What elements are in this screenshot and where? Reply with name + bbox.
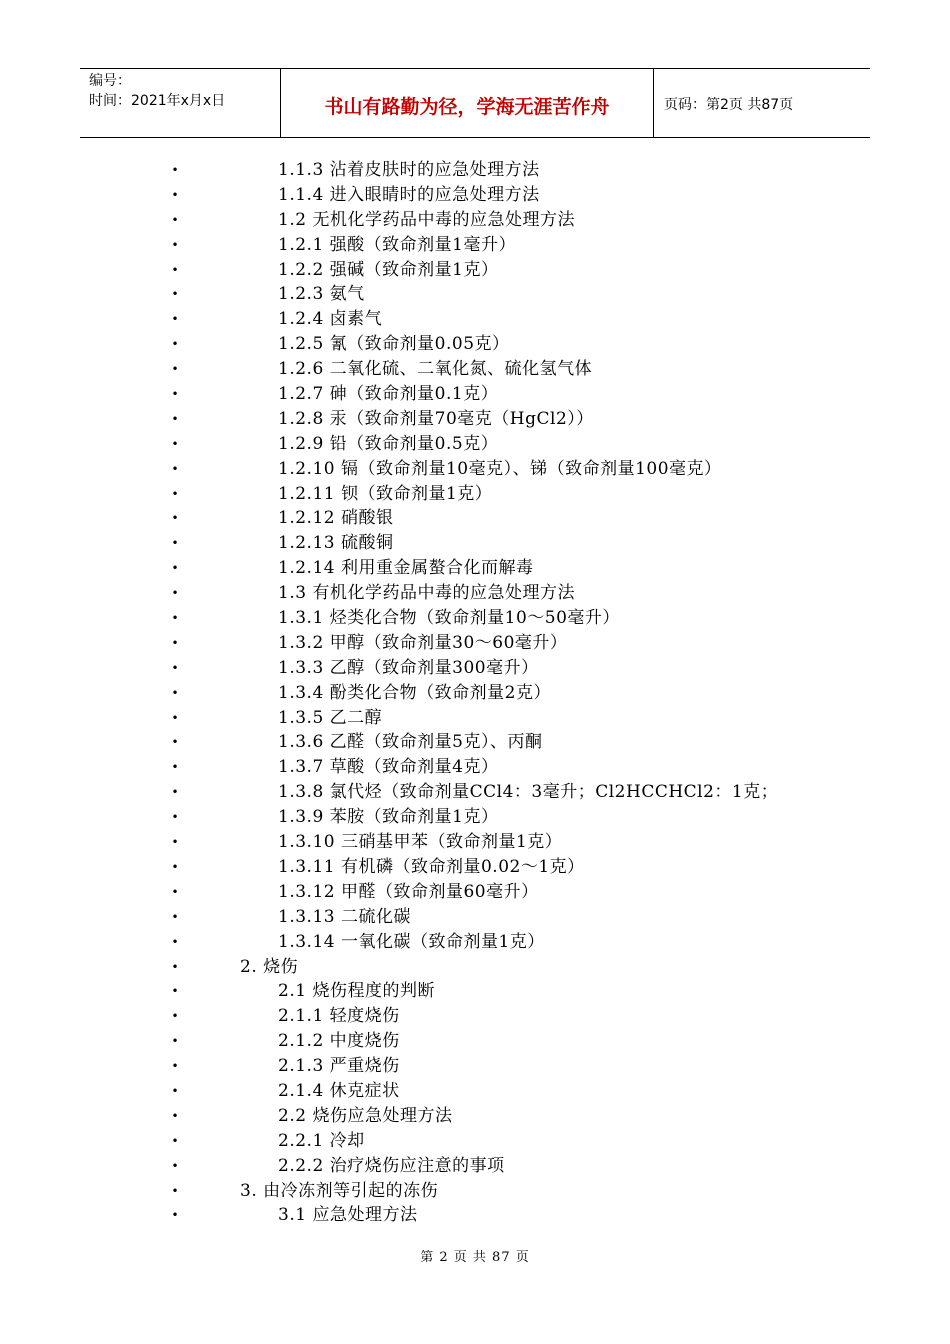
toc-item xyxy=(0,830,950,855)
toc-item xyxy=(0,432,950,457)
toc-item xyxy=(0,457,950,482)
page-footer: 第 2 页 共 87 页 xyxy=(420,1250,530,1265)
toc-item xyxy=(0,1004,950,1029)
toc-entry-text: 2.1.2 中度烧伤 xyxy=(278,1031,400,1052)
toc-entry-text: 1.2.14 利用重金属螯合化而解毒 xyxy=(278,558,534,579)
toc-item xyxy=(0,1179,950,1204)
toc-entry-text: 2.1.1 轻度烧伤 xyxy=(278,1006,400,1027)
bullet-icon: • xyxy=(171,187,179,202)
header-meta xyxy=(80,69,281,137)
toc-item xyxy=(0,482,950,507)
bullet-icon: • xyxy=(171,859,179,874)
bullet-icon: • xyxy=(171,1059,179,1074)
toc-entry-text: 1.3.5 乙二醇 xyxy=(278,707,383,728)
toc-item xyxy=(0,606,950,631)
bullet-icon: • xyxy=(171,536,179,551)
toc-entry-text: 1.2.2 强碱（致命剂量1克） xyxy=(278,259,499,280)
bullet-icon: • xyxy=(171,1083,179,1098)
toc-entry-text: 1.3.4 酚类化合物（致命剂量2克） xyxy=(278,682,551,703)
bullet-icon: • xyxy=(171,387,179,402)
toc-entry-text: 1.2.13 硫酸铜 xyxy=(278,533,394,554)
toc-entry-text: 1.2.1 强酸（致命剂量1毫升） xyxy=(278,234,516,255)
toc-item xyxy=(0,233,950,258)
toc-item xyxy=(0,282,950,307)
toc-item xyxy=(0,1104,950,1129)
bullet-icon: • xyxy=(171,710,179,725)
bullet-icon: • xyxy=(171,685,179,700)
toc-entry-text: 1.1.3 沾着皮肤时的应急处理方法 xyxy=(278,160,540,180)
toc-item xyxy=(0,631,950,656)
toc-entry-text: 1.2.12 硝酸银 xyxy=(278,508,394,529)
toc-item xyxy=(0,382,950,407)
toc-item xyxy=(0,258,950,283)
bullet-icon: • xyxy=(171,486,179,501)
toc-entry-text: 1.3.3 乙醇（致命剂量300毫升） xyxy=(278,657,539,678)
toc-entry-text: 1.3 有机化学药品中毒的应急处理方法 xyxy=(278,583,575,604)
toc-entry-text: 1.2.11 钡（致命剂量1克） xyxy=(278,483,493,504)
bullet-icon: • xyxy=(171,959,179,974)
bullet-icon: • xyxy=(171,287,179,302)
toc-item xyxy=(0,506,950,531)
document-number-label: 编号： xyxy=(89,73,131,89)
toc-item xyxy=(0,706,950,731)
bullet-icon: • xyxy=(171,1034,179,1049)
toc-item xyxy=(0,307,950,332)
toc-entry-text: 1.2.5 氰（致命剂量0.05克） xyxy=(278,334,510,355)
bullet-icon: • xyxy=(171,785,179,800)
bullet-icon: • xyxy=(171,362,179,377)
bullet-icon: • xyxy=(171,511,179,526)
bullet-icon: • xyxy=(171,1208,179,1223)
toc-entry-text: 2.1 烧伤程度的判断 xyxy=(278,981,435,1002)
toc-entry-text: 1.2.3 氨气 xyxy=(278,284,365,305)
bullet-icon: • xyxy=(171,984,179,999)
bullet-icon: • xyxy=(171,337,179,352)
bullet-icon: • xyxy=(171,436,179,451)
bullet-icon: • xyxy=(171,884,179,899)
toc-item xyxy=(0,208,950,233)
bullet-icon: • xyxy=(171,1133,179,1148)
toc-entry-text: 1.2 无机化学药品中毒的应急处理方法 xyxy=(278,209,575,230)
header-motto: 书山有路勤为径，学海无涯苦作舟 xyxy=(281,69,654,137)
bullet-icon: • xyxy=(171,835,179,850)
toc-item xyxy=(0,556,950,581)
toc-entry-text: 1.3.9 苯胺（致命剂量1克） xyxy=(278,807,499,828)
bullet-icon: • xyxy=(171,934,179,949)
toc-item xyxy=(0,1154,950,1179)
toc-entry-text: 3. 由冷冻剂等引起的冻伤 xyxy=(240,1180,439,1201)
toc-item xyxy=(0,979,950,1004)
toc-entry-text: 1.3.12 甲醛（致命剂量60毫升） xyxy=(278,881,539,902)
toc-item xyxy=(0,755,950,780)
bullet-icon: • xyxy=(171,1009,179,1024)
bullet-icon: • xyxy=(171,586,179,601)
toc-entry-text: 1.3.6 乙醛（致命剂量5克）、丙酮 xyxy=(278,732,543,753)
bullet-icon: • xyxy=(171,760,179,775)
toc-item xyxy=(0,183,950,208)
toc-entry-text: 2. 烧伤 xyxy=(240,956,299,977)
bullet-icon: • xyxy=(171,611,179,626)
toc-item xyxy=(0,681,950,706)
toc-entry-text: 1.1.4 进入眼睛时的应急处理方法 xyxy=(278,184,540,205)
bullet-icon: • xyxy=(171,237,179,252)
document-date: 时间：2021年x月x日 xyxy=(89,93,226,109)
bullet-icon: • xyxy=(171,1108,179,1123)
toc-item xyxy=(0,531,950,556)
toc-entry-text: 2.2 烧伤应急处理方法 xyxy=(278,1105,453,1126)
bullet-icon: • xyxy=(171,312,179,327)
toc-entry-text: 1.3.14 一氧化碳（致命剂量1克） xyxy=(278,931,545,952)
toc-entry-text: 2.2.2 治疗烧伤应注意的事项 xyxy=(278,1155,505,1176)
toc-entry-text: 1.2.7 砷（致命剂量0.1克） xyxy=(278,384,499,405)
toc-item xyxy=(0,930,950,955)
toc-entry-text: 1.3.2 甲醇（致命剂量30～60毫升） xyxy=(278,632,568,653)
toc-item xyxy=(0,1129,950,1154)
toc-item xyxy=(0,805,950,830)
toc-item xyxy=(0,955,950,980)
toc-item xyxy=(0,905,950,930)
bullet-icon: • xyxy=(171,735,179,750)
bullet-icon: • xyxy=(171,1158,179,1173)
toc-item xyxy=(0,1054,950,1079)
toc-entry-text: 1.3.13 二硫化碳 xyxy=(278,906,411,927)
toc-item xyxy=(0,780,950,805)
toc-item xyxy=(0,1029,950,1054)
toc-entry-text: 1.3.8 氯代烃（致命剂量CCl4：3毫升；Cl2HCCHCl2：1克； xyxy=(278,782,779,803)
toc-entry-text: 1.2.8 汞（致命剂量70毫克（HgCl2）） xyxy=(278,408,594,429)
toc-item xyxy=(0,1203,950,1228)
bullet-icon: • xyxy=(171,262,179,277)
toc-item xyxy=(0,880,950,905)
toc-entry-text: 1.3.1 烃类化合物（致命剂量10～50毫升） xyxy=(278,608,620,629)
bullet-icon: • xyxy=(171,561,179,576)
toc-item xyxy=(0,407,950,432)
toc-entry-text: 1.2.6 二氧化硫、二氧化氮、硫化氢气体 xyxy=(278,359,593,380)
toc-item xyxy=(0,730,950,755)
bullet-icon: • xyxy=(171,660,179,675)
table-of-contents xyxy=(0,158,950,1228)
toc-item xyxy=(0,656,950,681)
bullet-icon: • xyxy=(171,163,179,177)
toc-entry-text: 1.2.9 铅（致命剂量0.5克） xyxy=(278,433,499,454)
toc-item xyxy=(0,332,950,357)
page-header xyxy=(80,68,870,138)
bullet-icon: • xyxy=(171,411,179,426)
toc-entry-text: 1.2.4 卤素气 xyxy=(278,309,383,330)
bullet-icon: • xyxy=(171,635,179,650)
toc-entry-text: 2.1.3 严重烧伤 xyxy=(278,1056,400,1077)
toc-entry-text: 2.2.1 冷却 xyxy=(278,1130,365,1151)
toc-item xyxy=(0,1079,950,1104)
bullet-icon: • xyxy=(171,810,179,825)
toc-entry-text: 1.2.10 镉（致命剂量10毫克）、锑（致命剂量100毫克） xyxy=(278,458,722,479)
bullet-icon: • xyxy=(171,212,179,227)
bullet-icon: • xyxy=(171,909,179,924)
toc-item xyxy=(0,855,950,880)
toc-item xyxy=(0,357,950,382)
bullet-icon: • xyxy=(171,1183,179,1198)
header-page-info: 页码：第2页 共87页 xyxy=(664,97,794,113)
toc-entry-text: 1.3.7 草酸（致命剂量4克） xyxy=(278,757,499,778)
bullet-icon: • xyxy=(171,461,179,476)
toc-entry-text: 2.1.4 休克症状 xyxy=(278,1080,400,1101)
toc-item xyxy=(0,581,950,606)
toc-entry-text: 1.3.10 三硝基甲苯（致命剂量1克） xyxy=(278,832,563,853)
toc-entry-text: 3.1 应急处理方法 xyxy=(278,1205,418,1226)
toc-item xyxy=(0,158,950,183)
toc-entry-text: 1.3.11 有机磷（致命剂量0.02～1克） xyxy=(278,856,585,877)
